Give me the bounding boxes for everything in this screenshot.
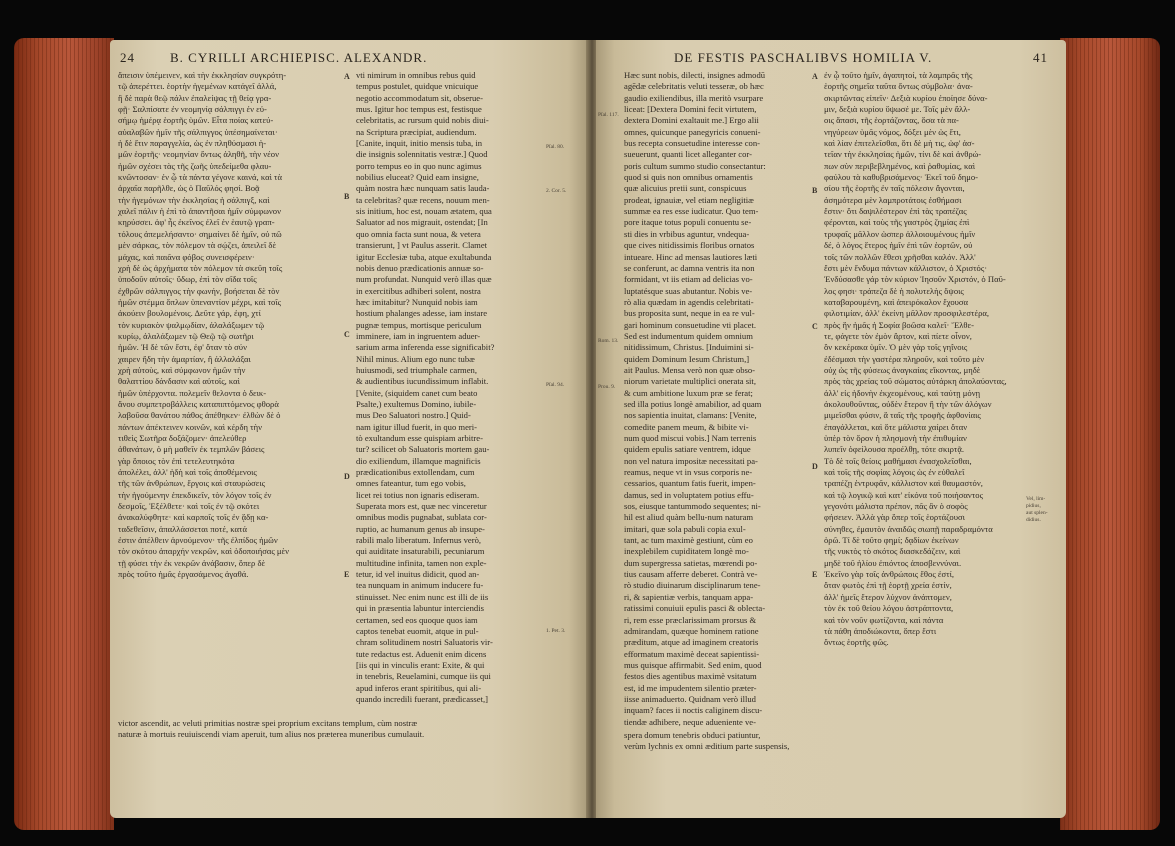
latin-text-line: [iis qui in vinculis erant: Exite, & qui <box>356 659 485 670</box>
greek-text-line: καὶ τῷ λογικῷ καὶ κατ' εἰκόνα τοῦ ποιήσαντος <box>824 489 983 500</box>
margin-scripture-note: Pſal. 117. <box>598 112 619 118</box>
greek-text-line: γὰρ ὅποιος τὸν ἐπὶ τετελευτηκότα <box>118 455 235 466</box>
greek-text-line: αὐαλαβῶν ἡμῖν τῆς σάλπιγγος ὑπέσημαίνεται· <box>118 126 278 137</box>
latin-text-line: damus, sed in voluptatem potius effu- <box>624 489 754 500</box>
latin-text-line: ta celebritas? quæ recens, nouum men- <box>356 194 490 205</box>
greek-text-line: φῇ· Σαλπίσατε ἐν νεομηνίᾳ σάλπιγγι ἐν εὐ- <box>118 104 267 115</box>
latin-text-line: tur? scilicet ob Saluatoris mortem gau- <box>356 444 490 455</box>
greek-text-line: μάχας, καὶ παιᾶνα φόβος συνεισφέρειν· <box>118 251 255 262</box>
greek-text-line: ἀκούειν βουλομένοις. Δεῦτε γάρ, ἐφη, χτί <box>118 308 261 319</box>
greek-text-line: μῶν ἑορτῆς· νεομηνίαν ὄντως ἀληθῆ, τὴν νέον <box>118 149 279 160</box>
margin-section-letter: A <box>812 72 818 81</box>
latin-text-line: sed illa potius longè amabilior, ad quam <box>624 398 762 409</box>
latin-text-line: prodeat, ignauiæ, vel etiam negligitiæ <box>624 194 754 205</box>
greek-text-line: ὑποδοῦν αὐτοῖς· ὕδωρ, ἐπὶ τὸν σῖδα τοῖς <box>118 274 257 285</box>
greek-text-line: φήσειεν. Ἀλλὰ γὰρ ὅπερ τοῖς ἑορτάζουσι <box>824 512 965 523</box>
latin-text-line: tius causam afferre deberet. Contrà ve- <box>624 569 758 580</box>
greek-text-line: μὲν σάρκας, τὸν πόλεμον τὰ σῴζει, ἀπειλεῖ δὲ <box>118 240 277 251</box>
latin-text-line: hæc imitabitur? Nunquid nobis iam <box>356 296 478 307</box>
latin-text-line: nobilius eluceat? Quid eam insigne, <box>356 172 479 183</box>
greek-text-line: κνῶντοσαν· ἐν ᾧ τὰ πάντα γέγονε καινά, καὶ τὰ <box>118 172 282 183</box>
greek-text-line: τε, φάγετε τὸν ἐμὸν ἄρτον, καὶ πίετε οἶνον, <box>824 330 972 341</box>
latin-text-line: quidem Dominum Iesum Christum,] <box>624 353 750 364</box>
greek-text-line: μιν, δεξιὰ κυρίου ὕψωσέ με. Τοῖς μὲν ἄλλ- <box>824 104 971 115</box>
latin-text-line: qui auiditate insaturabili, pecuniarum <box>356 546 485 557</box>
greek-text-line: πάντων ἀπέκτεινεν κοινῶν, καὶ κέρδη τὴν <box>118 421 262 432</box>
latin-text-line: huiusmodi, sed triumphale carmen, <box>356 364 478 375</box>
greek-text-line: σκιρτῶντας εἰπεῖν· Δεξιὰ κυρίου ἐποίησε δύνα- <box>824 92 988 103</box>
latin-text-line: Superata mors est, quæ nec vinceretur <box>356 501 487 512</box>
latin-text-line: summæ ea res esse iudicatur. Quo tem- <box>624 206 759 217</box>
greek-text-line: ἑορτῆς σημεῖα ταῦτα ὄντως σύμβολα· ἀνα- <box>824 81 973 92</box>
latin-text-line: inexplebilem cupiditatem longè mo- <box>624 546 749 557</box>
greek-text-line: ἡμῶν ὑπέρχοντα. πολεμεῖν θελοντα ὁ δεικ- <box>118 387 267 398</box>
greek-text-line: τῇ φύσει τὴν ἐκ νεκρῶν ἀνάβασιν, ὅπερ δὲ <box>118 557 266 568</box>
greek-text-line: πρὸς ἣν ἡμᾶς ἡ Σοφία βοῶσα καλεῖ· Ἔλθε- <box>824 319 975 330</box>
latin-text-line: tute redactus est. Aduenit enim dicens <box>356 648 487 659</box>
latin-text-line: omnes fateantur, tum ego vobis, <box>356 478 466 489</box>
margin-section-letter: C <box>344 330 350 339</box>
greek-text-line: ἄνου συμπετροβάλλεις καταπιπτόμενος φθορὰ <box>118 398 279 409</box>
latin-text-line: ratissimi conuiuii epulis pasci & oblecta- <box>624 603 766 614</box>
latin-text-line: que cives nitidissimis floribus ornatos <box>624 240 755 251</box>
latin-text-line: negotio accommodatum sit, obserue- <box>356 92 483 103</box>
latin-text-line: mus Deo Saluatori nostro.] Quid- <box>356 410 471 421</box>
greek-text-line: λος φησι· τράπεζα δὲ ἡ πολυτελὴς ὄψοις <box>824 285 964 296</box>
greek-text-line: τῆς τῶν ἀνθρώπων, ἔργοις καὶ σταυρώσεις <box>118 478 266 489</box>
latin-text-line: licet rei totius non ignaris ediseram. <box>356 489 480 500</box>
latin-text-line: dum supergressa satietas, mœrendi po- <box>624 557 758 568</box>
latin-text-line: tempus postulet, quidque vnicuique <box>356 81 479 92</box>
greek-text-line: ἀσημότερα μὲν λαμπροτάτοις ἐσθήμασι <box>824 194 962 205</box>
latin-text-line: & cum ambitione luxum præ se ferat; <box>624 387 753 398</box>
latin-text-line: est, id me impudentem silentio præter- <box>624 682 757 693</box>
latin-text-line: quando incredili fuerant, prædicasset,] <box>356 693 488 704</box>
latin-text-line: admirandam, quæque hominem ratione <box>624 625 759 636</box>
greek-text-line: ὁρῶ. Τί δὲ τοῦτο φημί; δᾳδίων ἐκείνων <box>824 535 959 546</box>
latin-text-line: vti nimirum in omnibus rebus quid <box>356 70 476 80</box>
latin-text-line: comedite panem meum, & bibite vi- <box>624 421 749 432</box>
latin-text-line: nobis denuo prædicationis annuæ so- <box>356 262 484 273</box>
latin-text-line: bus proposita sunt, neque in ea re vul- <box>624 308 755 319</box>
greek-text-line: τῆς νυκτὸς τὸ σκότος διασκεδάζειν, καὶ <box>824 546 961 557</box>
greek-text-line: ταδεθεῖσιν, ἀπαλλάσσεται ποτέ, κατά <box>118 523 247 534</box>
greek-text-line: ἀκολουθοῦντας, οὐδὲν ἕτερον ἢ τὴν τῶν ἀλόγων <box>824 398 992 409</box>
margin-scripture-note: Pſal. 80. <box>546 144 565 150</box>
greek-text-line: ἐδέσμασι τὴν γαστέρα πληροῦν, καὶ τοῦτο μὲν <box>824 353 985 364</box>
greek-text-line: καὶ τοῖς τῆς σοφίας λόγοις ὡς ἐν εὐθαλεῖ <box>824 467 965 478</box>
latin-text-line: nam igitur illud fuerit, in quo meri- <box>356 421 478 432</box>
greek-text-line: ἀνακαλύφθητε· καὶ καρποῖς τοῖς ἐν ᾅδῃ κα- <box>118 512 269 523</box>
greek-text-line: σήμῳ ἡμέρᾳ ἑορτῆς ὑμῶν. Εἶτα ποίας κατεύ- <box>118 115 274 126</box>
latin-text-line: quod si quis non omnibus ornamentis <box>624 172 753 183</box>
greek-text-line: τραπέζῃ ἐντρυφᾶν, κάλλιστον καὶ θαυμαστόν, <box>824 478 983 489</box>
latin-text-line: hostium phalanges adesse, iam instare <box>356 308 488 319</box>
latin-text-line: omnibus modis pugnabat, sublata cor- <box>356 512 487 523</box>
greek-text-line: ἔστιν· ὅτι δαψιλέστερον ἐπὶ τὰς τραπέζας <box>824 206 967 217</box>
margin-section-letter: B <box>812 186 818 195</box>
latin-text-line: [Venite, (siquidem canet cum beato <box>356 387 478 398</box>
latin-text-line: nos sapientia inuitat, clamans: [Venite, <box>624 410 757 421</box>
latin-text-line: Saluator ad nos migrauit, ostendat; [In <box>356 217 488 228</box>
greek-text-line: ὄντως ἑορτῆς φῶς. <box>824 637 889 648</box>
latin-text-line: inquam? faces ii noctis caliginem discu- <box>624 705 763 716</box>
latin-text-line: sos, eiusque tantummodo sequentes; ni- <box>624 501 761 512</box>
latin-text-line: in tenebris, Reuelamini, cumque iis qui <box>356 671 491 682</box>
greek-text-line: ἔστι μὲν ἔνδυμα πάντων κάλλιστον, ὁ Χριστός· <box>824 262 988 273</box>
greek-text-line: ἀλλ' ἡμεῖς ἕτερον λύχνον ἀνάπτομεν, <box>824 591 952 602</box>
left-page <box>110 40 588 818</box>
footer-text-line: naturæ à mortuis reuiuiscendi viam aperuit, tum alius nos præterea muneribus cumulauit. <box>118 729 425 740</box>
greek-text-line: τιθεὶς Σωτῆρα δοξάζομεν· ἀπελεύθερ <box>118 433 247 443</box>
margin-scripture-note: aut splen- <box>1026 510 1048 516</box>
greek-text-line: ἡμῶν. Ἡ δὲ τῶν ἔστι, ἐφ' ὅταν τὸ σύν <box>118 342 247 353</box>
greek-text-line: καὶ τὸν νοῦν φωτίζοντα, καὶ πάντα <box>824 614 944 625</box>
margin-section-letter: B <box>344 192 350 201</box>
latin-text-line: gaudio exiliendibus, illa meritò vsurpare <box>624 92 764 103</box>
left-running-head <box>110 48 588 68</box>
margin-section-letter: A <box>344 72 350 81</box>
greek-text-line: ὑπὲρ τὸν ὅρον ἡ πλησμονὴ τὴν ἐπιθυμίαν <box>824 433 967 443</box>
latin-text-line: nitidissimum, Christus. [Induimini si- <box>624 342 754 353</box>
greek-text-line: Ἐνδύσασθε γάρ τὸν κύριον Ἰησοῦν Χριστόν, ὁ Παῦ- <box>824 274 1006 285</box>
latin-text-line: na Scriptura præcipiat, audiendum. <box>356 126 477 137</box>
latin-text-line: pugnæ tempus, mortisque periculum <box>356 319 482 330</box>
latin-text-line: quidem epulis satiare ventrem, idque <box>624 444 751 455</box>
greek-text-line: σίου τῆς ἑορτῆς ἐν ταῖς πόλεσιν ἄγονται, <box>824 183 965 194</box>
right-running-head <box>596 48 1066 68</box>
latin-text-line: quàm nostra hæc nunquam satis lauda- <box>356 183 490 194</box>
latin-text-line: celebritatis, ac rursum quid nobis diui- <box>356 115 489 126</box>
right-page-number: 41 <box>1033 50 1048 65</box>
latin-text-line: dio exiliendum, illamque magnificis <box>356 455 481 466</box>
latin-text-line: cessarios, quantum fatis fuerit, impen- <box>624 478 756 489</box>
latin-text-line: sarium arma inferenda esse significabit? <box>356 342 495 353</box>
latin-text-line: die insignis solennitatis vestræ.] Quod <box>356 149 488 160</box>
right-greek-column <box>824 70 1022 649</box>
greek-text-line: χαιρεν ἤδη τὴν ἀμαρτίαν, ἢ ἀλλαλάξαι <box>118 353 251 364</box>
greek-text-line: τοῖς τῶν πολλῶν ἔθεσι χρῆσθαι καλόν. Ἀλλ' <box>824 251 976 262</box>
greek-text-line: ἀλλ' εἰς ἡδονὴν ἐκχεομένους, καὶ ταύτῃ μόνῃ <box>824 387 981 398</box>
greek-text-line: χρὴ αὐτοὺς, καὶ σύμφωνον ἡμῶν τὴν <box>118 364 246 375</box>
footer-text-line: spera domum tenebris obduci patiuntur, <box>624 730 761 740</box>
latin-text-line: non vel natura impositæ necessitati pa- <box>624 455 758 466</box>
latin-text-line: Hæc sunt nobis, dilecti, insignes admodū <box>624 70 766 80</box>
greek-text-line: ἀρχαῖα παρῆλθε, ὡς ὁ Παῦλός φησί. Βοᾷ <box>118 183 260 194</box>
latin-text-line: pore itaque totus populi conuentu se- <box>624 217 752 228</box>
greek-text-line: οὐχ ὡς τῆς φύσεως ἀναγκαίας εἴκοντας, μηδὲ <box>824 364 981 375</box>
latin-text-line: quo omnia facta sunt noua, & vetera <box>356 228 481 239</box>
greek-text-line: τὰ πάθη ἀποδιώκοντα, ὅπερ ἔστι <box>824 625 937 636</box>
latin-text-line: agēdæ celebritatis veluti tesseræ, ob hæc <box>624 81 764 92</box>
right-page <box>596 40 1066 818</box>
latin-text-line: liceat: [Dextera Domini fecit virtutem, <box>624 104 757 115</box>
greek-text-line: δέ, ὁ λόγος ἕτερος ἡμῖν ἐπὶ τῶν ἑορτῶν, οὐ <box>824 240 973 251</box>
footer-text-line: victor ascendit, ac veluti primitias nostræ spei proprium excitans templum, cùm nostræ <box>118 718 418 728</box>
latin-text-line: luptatésque suas abutantur. Nobis ve- <box>624 285 753 296</box>
margin-scripture-note: 1. Pet. 3. <box>546 628 566 634</box>
latin-text-line: multitudine infinita, tamen non exple- <box>356 557 487 568</box>
margin-scripture-note: pidius, <box>1026 503 1041 509</box>
greek-text-line: ὅταν φωτὸς ἐπὶ τῇ ἑορτῇ χρεία ἐστίν, <box>824 580 952 591</box>
greek-text-line: ἀπολέλει, ἀλλ' ἡδὴ καὶ τοῖς ἀποθέμενοις <box>118 467 257 478</box>
margin-section-letter: E <box>344 570 350 579</box>
latin-text-line: ri, rem esse præclarissimam prorsus & <box>624 614 757 625</box>
latin-text-line: rò alia quædam in agendis celebritati- <box>624 296 754 307</box>
margin-scripture-note: Vel, lim- <box>1026 496 1046 502</box>
greek-text-line: τόλους ἀπεμελήσαντο· σημαίνει δὲ ἡμῖν, οὐ πῶ <box>118 228 282 239</box>
margin-section-letter: D <box>812 462 818 471</box>
latin-text-line: certamen, sed eos quoque quos iam <box>356 614 478 625</box>
latin-text-line: Sed est indumentum quidem omnium <box>624 330 753 341</box>
latin-text-line: sis initium, hoc est, nouam ætatem, qua <box>356 206 492 217</box>
greek-text-line: θαλαττίου δάνδασιν καὶ αὐτοῖς, καὶ <box>118 376 240 387</box>
latin-text-line: niorum varietate multiplici onerata sit, <box>624 376 756 387</box>
margin-scripture-note: Prou. 9. <box>598 384 616 390</box>
latin-text-line: sueuerunt, quanti licet alleganter cor- <box>624 149 752 160</box>
latin-text-line: tant, ac tum maximè gestiunt, cùm eo <box>624 535 753 546</box>
latin-text-line: transierunt, ] vt Paulus asserit. Clamet <box>356 240 488 251</box>
latin-text-line: omnes, quicunque panegyricis conueni- <box>624 126 761 137</box>
latin-text-line: & audientibus iucundissimum inflabit. <box>356 376 489 387</box>
greek-text-line: κηρύσσει. ἀφ' ἧς ἐκεῖνος ἐλεῖ ἐν ἑαυτῷ γραπ- <box>118 217 275 228</box>
left-running-title: B. CYRILLI ARCHIEPISC. ALEXANDR. <box>170 50 428 65</box>
greek-text-line: κυρίῳ, ἀλαλάξωμεν τῷ Θεῷ τῷ σωτῆρι <box>118 330 254 341</box>
left-greek-column <box>118 70 340 580</box>
margin-section-letter: E <box>812 570 818 579</box>
latin-text-line: tetur, id vel inuitus didicit, quod an- <box>356 569 480 580</box>
greek-text-line: ἐστιν ἀπέλθειν ἀρνούμενον· τῆς ἐλπίδος ἡμῶν <box>118 535 278 546</box>
latin-text-line: chram solitudinem nostri Saluatoris vir- <box>356 637 493 648</box>
greek-text-line: Τὸ δὲ τοῖς θείοις μαθήμασι ἐνασχολεῖσθαι, <box>824 455 972 466</box>
greek-text-line: ἄπεισιν ὑπέμεινεν, καὶ τὴν ἐκκλησίαν συγκρότη- <box>118 70 287 80</box>
margin-scripture-note: didius. <box>1026 517 1041 523</box>
greek-text-line: ἡμῶν σχέσει τὰς τῆς ζωῆς ὑπεδείμεθα φλαυ- <box>118 160 272 171</box>
greek-text-line: ἢ δὲ παρὰ θεῷ πάλιν ἐπαλείψας τῇ θείᾳ γρα- <box>118 92 272 103</box>
latin-text-line: ait Paulus. Mensa verò non quæ obso- <box>624 364 756 375</box>
greek-text-line: ἡμῶν στέμμα ὅπλων ὑπεναντίον μέχρι, καὶ τοῖς <box>118 296 282 307</box>
latin-text-line: igitur Ecclesiæ tuba, atque exultabunda <box>356 251 492 262</box>
footer-text-line: verùm lychnis ex omni æditium parte suspensis, <box>624 741 790 752</box>
greek-text-line: τὸν ἐκ τοῦ θείου λόγου ἀστράπτοντα, <box>824 603 954 614</box>
left-footer <box>118 718 582 741</box>
latin-text-line: tò exultandum esse quispiam arbitre- <box>356 433 483 443</box>
latin-text-line: mus quisque affirmabit. Sed enim, quod <box>624 659 762 670</box>
latin-text-line: iisse animaduerto. Quidnam verò illud <box>624 693 756 704</box>
greek-text-line: ἡ δὲ ἔτιν παραγγελία, ὡς ἐν πληθύσμασι ἡ- <box>118 138 267 149</box>
greek-text-line: τὸν σκότου ἀπαρχήν νεκρῶν, καὶ ὁδοποιήσας μὲν <box>118 546 290 557</box>
greek-text-line: σύνηθες, ἐμαυτὸν ἀναιδῶς σιωπῇ παραδραμόντα <box>824 523 993 534</box>
latin-text-line: festos dies agentibus maximè vsitatum <box>624 671 757 682</box>
latin-text-line: se conferunt, ac damna ventris ita non <box>624 262 755 273</box>
greek-text-line: Ἐκεῖνο γὰρ τοῖς ἀνθρώποις ἔθος ἐστί, <box>824 569 955 580</box>
greek-text-line: μιμεῖσθαι φύσιν, ἃ ταῖς τῆς τροφῆς ἀφθονίαις <box>824 410 981 421</box>
greek-text-line: ἐν ᾧ τοῦτο ἡμῖν, ἀγαπητοί, τὰ λαμπρᾶς τῆς <box>824 70 973 80</box>
latin-text-line: formidant, vt iis etiam ad delicias vo- <box>624 274 753 285</box>
right-page-edge <box>1060 38 1160 830</box>
greek-text-line: καὶ λίαν ἐπιτελεῖσθαι, ὅτι δὲ μὴ τις, ὡφ' ἀσ- <box>824 138 975 149</box>
greek-text-line: πρὸς τοῦτο ἡμᾶς ἐργασάμενος ἀγαθά. <box>118 569 249 580</box>
latin-text-line: sti dies in vrbibus aguntur, vndequa- <box>624 228 750 239</box>
latin-text-line: Nihil minus. Alium ego nunc tubæ <box>356 353 475 364</box>
latin-text-line: in exercitibus adhiberi solent, nostra <box>356 285 481 296</box>
latin-text-line: rabili malo liberatum. Infernus verò, <box>356 535 482 546</box>
greek-text-line: φέρονται, καὶ τοὺς τῆς γαστρὸς ζημίας ἐπὶ <box>824 217 970 228</box>
right-latin-column <box>624 70 814 728</box>
greek-text-line: νηγύρεων ὑμᾶς νόμος, δόξει μὲν ὡς ἔτι, <box>824 126 961 137</box>
greek-text-line: καταβαρουμένη, καὶ ἀπειρόκαλον ἔχουσα <box>824 296 969 307</box>
greek-text-line: λαβοῦσα θανάτου πάθος ἀπέθηκεν· ἐλθὼν δὲ ὁ <box>118 410 281 421</box>
latin-text-line: apud inferos erant spiritibus, qui ali- <box>356 682 482 693</box>
margin-section-letter: C <box>812 322 818 331</box>
greek-text-line: τεῖαν τὴν ἐκκλησίας ἡμῶν, τίνι δὲ καὶ ἀνθρώ- <box>824 149 982 160</box>
latin-text-line: ruptio, ac humanum genus ab insupe- <box>356 523 485 534</box>
latin-text-line: stinuisset. Nec enim nunc est illi de iis <box>356 591 489 602</box>
left-page-number: 24 <box>120 50 135 65</box>
latin-text-line: gari hominum consuetudine vti placet. <box>624 319 756 330</box>
right-footer <box>624 730 1044 753</box>
greek-text-line: πρὸς τὰς χρείας τοῦ σώματος αὐτάρκη ἀπολαύοντας, <box>824 376 1007 387</box>
left-latin-column <box>356 70 544 705</box>
latin-text-line: captos tenebat euomit, atque in pul- <box>356 625 479 636</box>
latin-text-line: tea nunquam in animum inducere fu- <box>356 580 484 591</box>
latin-text-line: præditum, atque ad imaginem creatoris <box>624 637 759 648</box>
latin-text-line: num quod miscui vobis.] Nam terrenis <box>624 433 757 443</box>
greek-text-line: δεσμοῖς, Ἐξέλθετε· καὶ τοῖς ἐν τῷ σκότει <box>118 501 260 512</box>
latin-text-line: bus recepta consuetudine interesse con- <box>624 138 761 149</box>
greek-text-line: λυπεῖν ὀφείλουσα προέλθῃ, τότε σκιρτᾷ. <box>824 444 964 455</box>
latin-text-line: qui in præsentia labuntur interciendis <box>356 603 484 614</box>
greek-text-line: ὃν κεκέρακα ὑμῖν. Ὁ μὲν γὰρ τοῖς γηΐνοις <box>824 342 968 353</box>
margin-scripture-note: Pſal. 94. <box>546 382 565 388</box>
greek-text-line: χρὴ δὲ ὡς ἀρχήματα τὸν πόλεμον τὰ σκεῦη τοῖς <box>118 262 283 273</box>
latin-text-line: poris cultum summo studio consectantur: <box>624 160 766 171</box>
margin-section-letter: D <box>344 472 350 481</box>
latin-text-line: intueare. Hinc ad mensas lautiores læti <box>624 251 758 262</box>
latin-text-line: hil est aliud quàm bellu-num naturam <box>624 512 754 523</box>
greek-text-line: γεγονότι μάλιστα πρέπον, πᾶς ἂν ὁ σοφὸς <box>824 501 968 512</box>
latin-text-line: tiendæ adhibere, neque adueniente ve- <box>624 716 756 727</box>
margin-scripture-note: Rom. 13. <box>598 338 619 344</box>
right-running-title: DE FESTIS PASCHALIBVS HOMILIA V. <box>674 50 933 65</box>
latin-text-line: dextera Domini exaltauit me.] Ergo alii <box>624 115 759 126</box>
latin-text-line: prædicationibus extollendam, cum <box>356 467 475 478</box>
latin-text-line: efformatum maximè deceat sapientissi- <box>624 648 760 659</box>
greek-text-line: φιλοτιμίαν, ἀλλ' ἐκείνη μᾶλλον προσφιλεστέρα, <box>824 308 990 319</box>
latin-text-line: imitari, quæ sola pabuli copia exul- <box>624 523 746 534</box>
latin-text-line: Psalte,) exultemus Domino, iubile- <box>356 398 477 409</box>
latin-text-line: ri, & sapientiæ verbis, tanquam appa- <box>624 591 754 602</box>
greek-text-line: χαλεῖ πάλιν ἡ ἐπὶ τὸ ἀπαντῆσαι ἡμῖν σύμφωνον <box>118 206 281 217</box>
greek-text-line: τὴν ἡγεμόνων τὴν ἐκκλησίας ἡ σάλπιγξ, καὶ <box>118 194 270 205</box>
greek-text-line: οις ἅπασι, τῆς ἑορτάζοντας, ὅσα τὰ πα- <box>824 115 959 126</box>
greek-text-line: τῷ ἀπερέττει. ἑορτὴν ἡγεμένων κατάγεῖ ἀλλά, <box>118 81 277 92</box>
greek-text-line: τὸν κυριακὸν ψαλμῳδίαν, ἀλαλάξωμεν τῷ <box>118 319 265 330</box>
margin-scripture-note: 2. Cor. 5. <box>546 188 567 194</box>
latin-text-line: [Canite, inquit, initio mensis tuba, in <box>356 138 483 149</box>
greek-text-line: πων σὺν περιβεβλημένος, καὶ ῥαθυμίας, καὶ <box>824 160 976 171</box>
latin-text-line: quæ alicuius pretii sunt, conspicuus <box>624 183 747 194</box>
greek-text-line: φαύλου τὰ καθυβρισάμενος· Ἐκεῖ τοῦ δημο- <box>824 172 979 183</box>
latin-text-line: porro tempus eo in quo nunc agimus <box>356 160 482 171</box>
greek-text-line: ἐπαγάλλεται, καὶ ὅτε μάλιστα χαίρει ὅταν <box>824 421 968 432</box>
latin-text-line: num profundat. Nunquid verò illas quæ <box>356 274 492 285</box>
latin-text-line: imminere, iam in ingruentem aduer- <box>356 330 481 341</box>
left-page-edge <box>14 38 114 830</box>
greek-text-line: τρυφαῖς μᾶλλον ὡσπερ ἀλλοιουμένους ἡμῖν <box>824 228 976 239</box>
greek-text-line: ἀθανάτων, ὁ μὴ μαθεῖν ἐκ τεμπλῶν βάσεις <box>118 444 265 455</box>
latin-text-line: reamus, neque vt in vsus corporis ne- <box>624 467 753 478</box>
greek-text-line: τὴν ἡγούμενην ἐπεκδικεῖν, τὸν λόγον τοῖς ἐν <box>118 489 272 500</box>
greek-text-line: μηδὲ τοῦ ἡλίου ἐπιόντος ἀποσβεννύναι. <box>824 557 962 568</box>
latin-text-line: rò studio diuinarum disciplinarum tene- <box>624 580 761 591</box>
latin-text-line: mus. Igitur hoc tempus est, festisque <box>356 104 482 115</box>
greek-text-line: ἐχθρῶν σάλπιγγος τὴν φωνήν, βοήσεται δὲ τὸν <box>118 285 280 296</box>
